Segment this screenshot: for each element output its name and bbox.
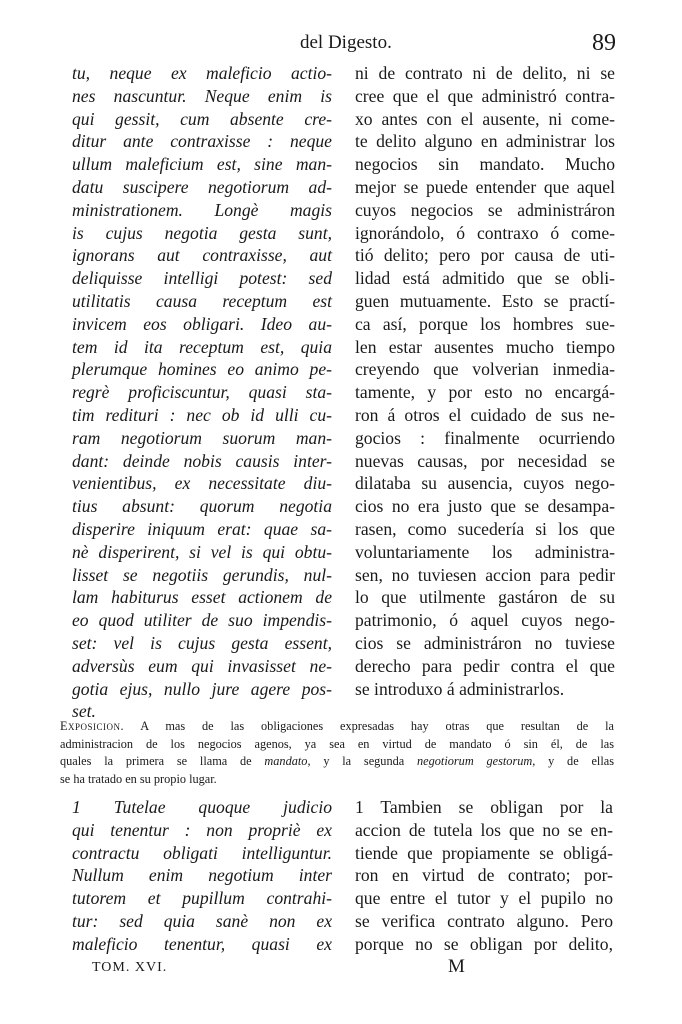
text-line: ron en virtud de contrato; por- (355, 865, 613, 886)
text-line: deliquisse intelligi potest: sed (72, 268, 332, 289)
text-line: plerumque homines eo animo pe- (72, 359, 332, 380)
volume-mark: TOM. XVI. (92, 960, 168, 975)
text-line: derecho para pedir contra el que (355, 655, 615, 676)
text-line: rasen, como sucedería si los que (355, 518, 615, 539)
text-line: tiende que propiamente se obligá- (355, 842, 613, 863)
text-line: cios se administráron no tuviese (355, 632, 615, 653)
text-line: nes nascuntur. Neque enim is (72, 85, 332, 106)
section-1-latin (72, 796, 332, 956)
text-line: tu, neque ex maleficio actio- (72, 63, 332, 83)
text-line: 1 Tambien se obligan por la (355, 797, 613, 817)
text-line: ignorándolo, ó contraxo ó come- (355, 222, 615, 243)
text-line: invicem eos obligari. Ideo au- (72, 313, 332, 334)
text-line: lisset se negotiis gerundis, nul- (72, 564, 332, 585)
exposicion-paragraph (60, 718, 614, 788)
text-line: venientibus, ex necessitate diu- (72, 473, 332, 494)
exposicion-line: administracion de los negocios agenos, ya sea en virtud de mandato ó sin él, de las (60, 736, 614, 751)
text-line: dilataba su ausencia, cuyos nego- (355, 473, 615, 494)
text-line: regrè proficiscuntur, quasi sta- (72, 382, 332, 403)
text-line: nuevas causas, por necesidad se (355, 450, 615, 471)
text-line: tur: sed quia sanè non ex (72, 910, 332, 931)
text-line: tius absunt: quorum negotia (72, 496, 332, 517)
text-line: set: vel is cujus gesta essent, (72, 632, 332, 653)
text-line: ron á otros el cuidado de sus ne- (355, 404, 615, 425)
page-number: 89 (592, 30, 616, 56)
signature-mark: M (448, 956, 465, 977)
page-header (0, 30, 682, 62)
text-line: sen, no tuviesen accion para pedir (355, 564, 615, 585)
latin-text-column (72, 62, 332, 723)
text-line: eo quod utiliter de suo impendis- (72, 610, 332, 631)
text-line: ditur ante contraxisse : neque (72, 131, 332, 152)
text-line: dant: deinde nobis causis inter- (72, 450, 332, 471)
term-mandato: mandato (264, 754, 308, 768)
spanish-text-column (355, 62, 615, 700)
text-line: porque no se obligan por delito, (355, 933, 613, 954)
text-line: nè disperirent, si vel is qui obtu- (72, 541, 332, 562)
text-line: ministrationem. Longè magis (72, 199, 332, 220)
text-line: se introduxo á administrarlos. (355, 678, 565, 699)
running-title: del Digesto. (300, 32, 392, 53)
text-line: tamente, y por esto no encargá- (355, 382, 615, 403)
text-line: negocios sin mandato. Mucho (355, 154, 615, 175)
text-line: creyendo que volverian inmedia- (355, 359, 615, 380)
text-line: is cujus negotia gesta sunt, (72, 222, 332, 243)
text-line: lam habiturus esset actionem de (72, 587, 332, 608)
text-line: tim redituri : nec ob id ulli cu- (72, 404, 332, 425)
text-line: patrimonio, ó aquel cuyos nego- (355, 610, 615, 631)
text-line: Nullum enim negotium inter (72, 865, 332, 886)
section-1-spanish (355, 796, 613, 956)
text-line: accion de tutela los que no se en- (355, 819, 613, 840)
text-line: 1 Tutelae quoque judicio (72, 797, 332, 817)
text-line: ullum maleficium est, sine man- (72, 154, 332, 175)
text-line: mejor se puede entender que aquel (355, 176, 615, 197)
text-line: maleficio tenentur, quasi ex (72, 933, 332, 954)
text-line: se verifica contrato alguno. Pero (355, 910, 613, 931)
text-line: len estar ausentes mucho tiempo (355, 336, 615, 357)
text-line: adversùs eum qui invasisset ne- (72, 655, 332, 676)
text-line: xo antes con el ausente, ni come- (355, 108, 615, 129)
text-line: te delito alguno en administrar los (355, 131, 615, 152)
text-line: disperire iniquum erat: quae sa- (72, 518, 332, 539)
text-line: lidad está admitido que se obli- (355, 268, 615, 289)
page-footer (0, 956, 682, 982)
text-line: qui tenentur : non propriè ex (72, 819, 332, 840)
text-line: ni de contrato ni de delito, ni se (355, 63, 615, 83)
text-line: set. (72, 701, 96, 722)
text-line: utilitatis causa receptum est (72, 290, 332, 311)
text-line: ignorans aut contraxisse, aut (72, 245, 332, 266)
text-line: contractu obligati intelliguntur. (72, 842, 332, 863)
text-line: lo que utilmente gastáron de su (355, 587, 615, 608)
text-line: cios no era justo que se desampa- (355, 496, 615, 517)
text-line: voluntariamente los administra- (355, 541, 615, 562)
exposicion-line: quales la primera se llama de mandato, y la segunda negotiorum gestorum, y de ellas (60, 754, 614, 768)
term-negotiorum-gestorum: negotiorum gestorum (417, 754, 533, 768)
exposicion-line: se ha tratado en su propio lugar. (60, 771, 217, 786)
text-line: ram negotiorum suorum man- (72, 427, 332, 448)
text-line: tió delito; pero por causa de uti- (355, 245, 615, 266)
text-line: ca así, porque los hombres sue- (355, 313, 615, 334)
text-line: guen mutuamente. Esto se practí- (355, 290, 615, 311)
exposicion-label: Exposicion. (60, 719, 125, 733)
text-line: que entre el tutor y el pupilo no (355, 888, 613, 909)
text-line: cuyos negocios se administráron (355, 199, 615, 220)
text-line: gotia ejus, nullo jure agere pos- (72, 678, 332, 699)
text-line: qui gessit, cum absente cre- (72, 108, 332, 129)
text-line: gocios : finalmente ocurriendo (355, 427, 615, 448)
text-line: datu suscipere negotiorum ad- (72, 176, 332, 197)
text-line: cree que el que administró contra- (355, 85, 615, 106)
exposicion-line: Exposicion. A mas de las obligaciones expresadas hay otras que resultan de la (60, 719, 614, 733)
text-line: tutorem et pupillum contrahi- (72, 888, 332, 909)
text-line: tem id ita receptum est, quia (72, 336, 332, 357)
